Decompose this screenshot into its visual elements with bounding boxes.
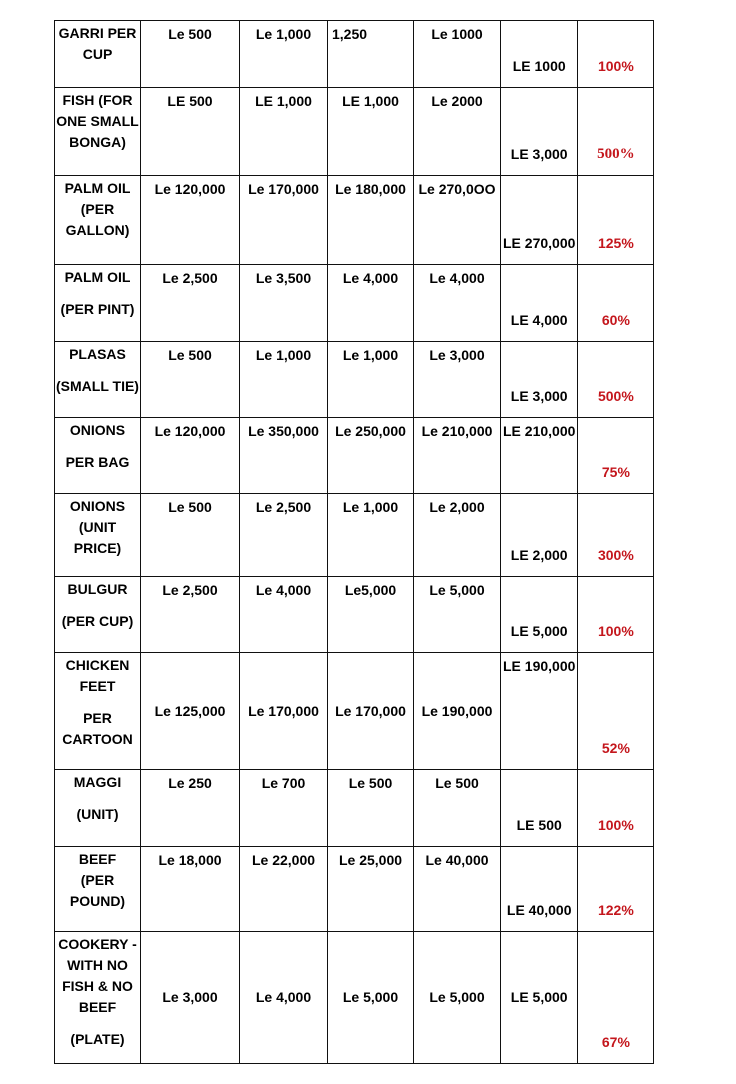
line-spacer [56,288,139,299]
percent-increase-cell: 100% [578,577,654,653]
table-row [55,653,654,770]
item-name-cell [55,342,141,418]
latest-price-cell: LE 40,000 [501,847,578,932]
table-row [55,932,654,1064]
item-name-line: FISH (FOR [62,92,133,108]
item-name-cell [55,577,141,653]
item-name-line: BONGA) [69,134,126,150]
item-name-line: ONIONS [69,498,126,514]
item-name-line: FISH & NO [62,978,133,994]
price-cell-2: Le 4,000 [240,932,328,1064]
item-name-line: POUND) [69,893,126,909]
price-cell-1: Le 500 [141,342,240,418]
price-cell-2: Le 170,000 [240,176,328,265]
item-name-cell [55,88,141,176]
price-cell-4: Le 40,000 [414,847,501,932]
price-cell-1: Le 3,000 [141,932,240,1064]
price-cell-3: LE 1,000 [328,88,414,176]
item-name-line: CHICKEN [65,657,130,673]
price-cell-2: Le 1,000 [240,21,328,88]
line-spacer [56,697,139,708]
price-cell-3: Le 4,000 [328,265,414,342]
table-row [55,418,654,494]
price-cell-1: Le 2,500 [141,265,240,342]
price-cell-2: Le 22,000 [240,847,328,932]
price-cell-3: Le 170,000 [328,653,414,770]
item-name-line: (PER [80,201,115,217]
percent-increase-cell: 75% [578,418,654,494]
table-row [55,770,654,847]
item-name-line: (PLATE) [70,1031,125,1047]
item-name-line: FEET [79,678,116,694]
percent-increase-cell: 67% [578,932,654,1064]
item-name-line: CUP [82,46,113,62]
price-cell-4: Le 2000 [414,88,501,176]
price-cell-3: 1,250 [328,21,414,88]
line-spacer [56,365,139,376]
percent-increase-cell: 125% [578,176,654,265]
table-row [55,847,654,932]
latest-price-cell: LE 5,000 [501,577,578,653]
line-spacer [56,600,139,611]
price-cell-4: Le 1000 [414,21,501,88]
item-name-cell [55,176,141,265]
percent-increase-cell: 100% [578,21,654,88]
latest-price-cell: LE 270,000 [501,176,578,265]
price-cell-4: Le 190,000 [414,653,501,770]
item-name-cell [55,418,141,494]
price-cell-1: Le 250 [141,770,240,847]
price-cell-1: Le 500 [141,21,240,88]
price-cell-2: Le 350,000 [240,418,328,494]
price-cell-2: Le 1,000 [240,342,328,418]
latest-price-cell: LE 500 [501,770,578,847]
item-name-line: (PER PINT) [60,301,135,317]
price-cell-4: Le 3,000 [414,342,501,418]
price-cell-3: Le 25,000 [328,847,414,932]
price-cell-4: Le 5,000 [414,932,501,1064]
price-cell-1: LE 500 [141,88,240,176]
price-cell-3: Le 1,000 [328,342,414,418]
item-name-line: (UNIT [78,519,117,535]
item-name-line: PER [83,710,112,726]
price-cell-2: Le 700 [240,770,328,847]
item-name-line: PER BAG [65,454,130,470]
percent-increase-cell: 60% [578,265,654,342]
price-cell-3: Le 250,000 [328,418,414,494]
item-name-cell [55,494,141,577]
item-name-line: (UNIT) [76,806,119,822]
item-name-cell [55,653,141,770]
item-name-line: GARRI PER [58,25,137,41]
item-name-cell [55,770,141,847]
item-name-line: PALM OIL [64,269,131,285]
price-cell-1: Le 2,500 [141,577,240,653]
table-row [55,494,654,577]
price-cell-4: Le 5,000 [414,577,501,653]
price-cell-4: Le 210,000 [414,418,501,494]
item-name-line: MAGGI [73,774,122,790]
item-name-line: PRICE) [73,540,122,556]
price-cell-3: Le5,000 [328,577,414,653]
table-row [55,88,654,176]
table-row [55,342,654,418]
latest-price-cell: LE 3,000 [501,342,578,418]
item-name-line: CARTOON [62,731,133,747]
price-cell-2: Le 170,000 [240,653,328,770]
item-name-cell [55,847,141,932]
percent-increase-cell: 122% [578,847,654,932]
percent-increase-cell: 300% [578,494,654,577]
item-name-cell [55,265,141,342]
latest-price-cell: LE 3,000 [501,88,578,176]
price-cell-3: Le 1,000 [328,494,414,577]
table-row [55,577,654,653]
price-cell-4: Le 270,0OO [414,176,501,265]
item-name-line: (PER [80,872,115,888]
table-row [55,21,654,88]
item-name-line: COOKERY - [58,936,137,952]
line-spacer [56,441,139,452]
item-name-line: ONE SMALL [56,113,139,129]
price-cell-4: Le 2,000 [414,494,501,577]
price-cell-2: Le 4,000 [240,577,328,653]
latest-price-cell: LE 2,000 [501,494,578,577]
price-cell-4: Le 500 [414,770,501,847]
latest-price-cell: LE 5,000 [501,932,578,1064]
price-cell-2: Le 2,500 [240,494,328,577]
item-name-line: (SMALL TIE) [56,378,139,394]
item-name-line: BULGUR [67,581,128,597]
item-name-cell [55,932,141,1064]
table-row [55,176,654,265]
percent-increase-cell: 500% [578,88,654,176]
price-cell-1: Le 120,000 [141,418,240,494]
item-name-line: PALM OIL [64,180,131,196]
table-row [55,265,654,342]
item-name-line: BEEF [78,851,117,867]
latest-price-cell: LE 190,000 [501,653,578,770]
price-cell-1: Le 500 [141,494,240,577]
price-cell-1: Le 120,000 [141,176,240,265]
latest-price-cell: LE 1000 [501,21,578,88]
percent-increase-cell: 500% [578,342,654,418]
line-spacer [56,1018,139,1029]
percent-increase-cell: 52% [578,653,654,770]
price-cell-3: Le 5,000 [328,932,414,1064]
price-cell-3: Le 180,000 [328,176,414,265]
price-cell-4: Le 4,000 [414,265,501,342]
item-name-line: WITH NO [67,957,128,973]
item-name-line: ONIONS [69,422,126,438]
price-comparison-table [54,20,654,1064]
table-body [55,21,654,1064]
item-name-line: PLASAS [69,346,126,362]
line-spacer [56,793,139,804]
item-name-line: GALLON) [65,222,130,238]
price-cell-2: LE 1,000 [240,88,328,176]
item-name-line: (PER CUP) [61,613,134,629]
price-cell-1: Le 18,000 [141,847,240,932]
price-cell-1: Le 125,000 [141,653,240,770]
percent-increase-cell: 100% [578,770,654,847]
item-name-cell [55,21,141,88]
price-cell-2: Le 3,500 [240,265,328,342]
latest-price-cell: LE 4,000 [501,265,578,342]
latest-price-cell: LE 210,000 [501,418,578,494]
price-cell-3: Le 500 [328,770,414,847]
item-name-line: BEEF [78,999,117,1015]
